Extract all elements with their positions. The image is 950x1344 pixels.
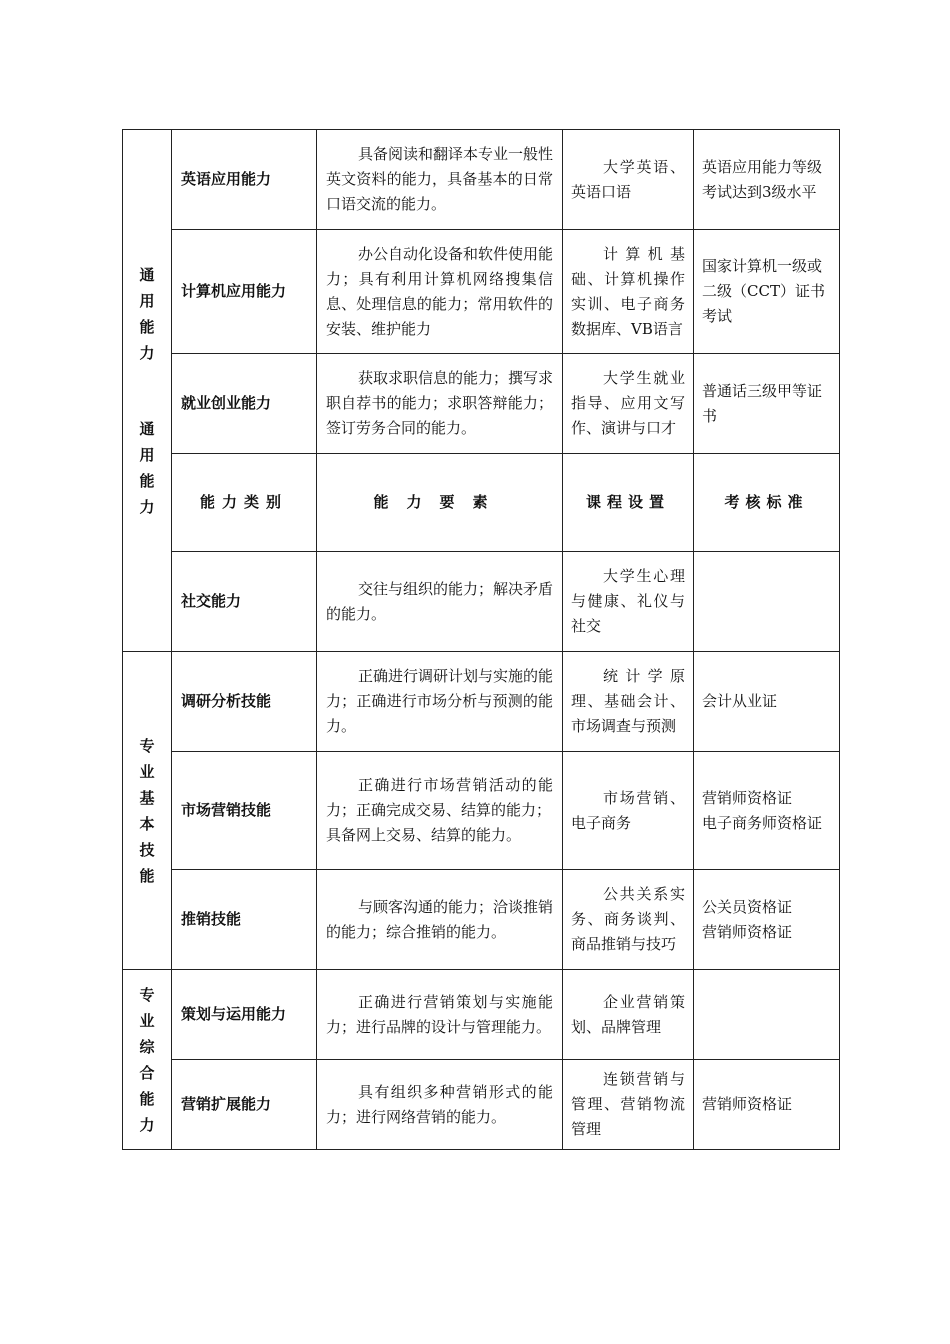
table-header-row (123, 454, 840, 552)
category-cell-general (123, 130, 172, 652)
category-label-professional-comprehensive: 专业综合能力 (139, 985, 155, 1134)
category-label-general-top: 通用能力 (139, 265, 155, 362)
header-elements: 能力要素 (317, 454, 563, 552)
ability-elements: 与顾客沟通的能力；洽谈推销的能力；综合推销的能力。 (317, 870, 563, 970)
ability-elements: 正确进行营销策划与实施能力；进行品牌的设计与管理能力。 (317, 970, 563, 1060)
ability-elements: 具备阅读和翻译本专业一般性英文资料的能力，具备基本的日常口语交流的能力。 (317, 130, 563, 230)
ability-elements: 正确进行市场营销活动的能力；正确完成交易、结算的能力； (326, 776, 553, 819)
ability-elements: 交往与组织的能力；解决矛盾的能力。 (317, 552, 563, 652)
ability-courses: 公共关系实务、商务谈判、商品推销与技巧 (563, 870, 694, 970)
ability-standards (694, 552, 840, 652)
ability-name: 英语应用能力 (172, 130, 317, 230)
ability-courses: 统计学原理、基础会计、市场调查与预测 (563, 652, 694, 752)
ability-standards: 英语应用能力等级考试达到3级水平 (694, 130, 840, 230)
ability-standards: 国家计算机一级或二级（CCT）证书考试 (694, 230, 840, 354)
category-label-general-bottom: 通用能力 (139, 419, 155, 516)
ability-courses: 连锁营销与管理、营销物流管理 (563, 1060, 694, 1150)
ability-elements: 具有组织多种营销形式的能力；进行网络营销的能力。 (317, 1060, 563, 1150)
ability-courses: 大学英语、英语口语 (563, 130, 694, 230)
ability-table-container (122, 129, 839, 1150)
ability-courses: 计算机基础、计算机操作实训、电子商务数据库、VB语言 (563, 230, 694, 354)
ability-name: 营销扩展能力 (172, 1060, 317, 1150)
ability-courses: 市场营销、电子商务 (563, 752, 694, 870)
ability-elements-extra: 具备网上交易、结算的能力。 (326, 826, 522, 844)
ability-elements-cell (317, 752, 563, 870)
category-cell-professional-comprehensive (123, 970, 172, 1150)
ability-standards-cell (694, 870, 840, 970)
table-row (123, 230, 840, 354)
ability-table (122, 129, 840, 1150)
ability-elements: 办公自动化设备和软件使用能力；具有利用计算机网络搜集信息、处理信息的能力；常用软件的安装、维护能力 (317, 230, 563, 354)
table-row (123, 652, 840, 752)
ability-name: 社交能力 (172, 552, 317, 652)
ability-name: 就业创业能力 (172, 354, 317, 454)
ability-courses: 企业营销策划、品牌管理 (563, 970, 694, 1060)
ability-name: 计算机应用能力 (172, 230, 317, 354)
table-row (123, 870, 840, 970)
ability-standards-extra: 营销师资格证 (702, 922, 793, 941)
ability-name: 调研分析技能 (172, 652, 317, 752)
ability-courses: 大学生心理与健康、礼仪与社交 (563, 552, 694, 652)
ability-standards: 营销师资格证 (702, 788, 793, 807)
header-courses: 课程设置 (563, 454, 694, 552)
ability-standards (694, 970, 840, 1060)
table-row (123, 552, 840, 652)
ability-standards-cell (694, 752, 840, 870)
ability-standards: 普通话三级甲等证书 (694, 354, 840, 454)
table-row (123, 752, 840, 870)
ability-name: 策划与运用能力 (172, 970, 317, 1060)
category-label-professional-basic: 专业基本技能 (139, 736, 155, 885)
table-row (123, 1060, 840, 1150)
ability-standards-extra: 电子商务师资格证 (702, 813, 823, 832)
header-standards: 考核标准 (694, 454, 840, 552)
table-row (123, 354, 840, 454)
ability-elements: 获取求职信息的能力；撰写求职自荐书的能力；求职答辩能力；签订劳务合同的能力。 (317, 354, 563, 454)
ability-courses: 大学生就业指导、应用文写作、演讲与口才 (563, 354, 694, 454)
table-row (123, 130, 840, 230)
category-cell-professional-basic (123, 652, 172, 970)
header-category: 能力类别 (172, 454, 317, 552)
ability-name: 市场营销技能 (172, 752, 317, 870)
ability-elements: 正确进行调研计划与实施的能力；正确进行市场分析与预测的能力。 (317, 652, 563, 752)
ability-standards: 营销师资格证 (694, 1060, 840, 1150)
ability-standards: 公关员资格证 (702, 897, 793, 916)
table-row (123, 970, 840, 1060)
ability-name: 推销技能 (172, 870, 317, 970)
ability-standards: 会计从业证 (694, 652, 840, 752)
